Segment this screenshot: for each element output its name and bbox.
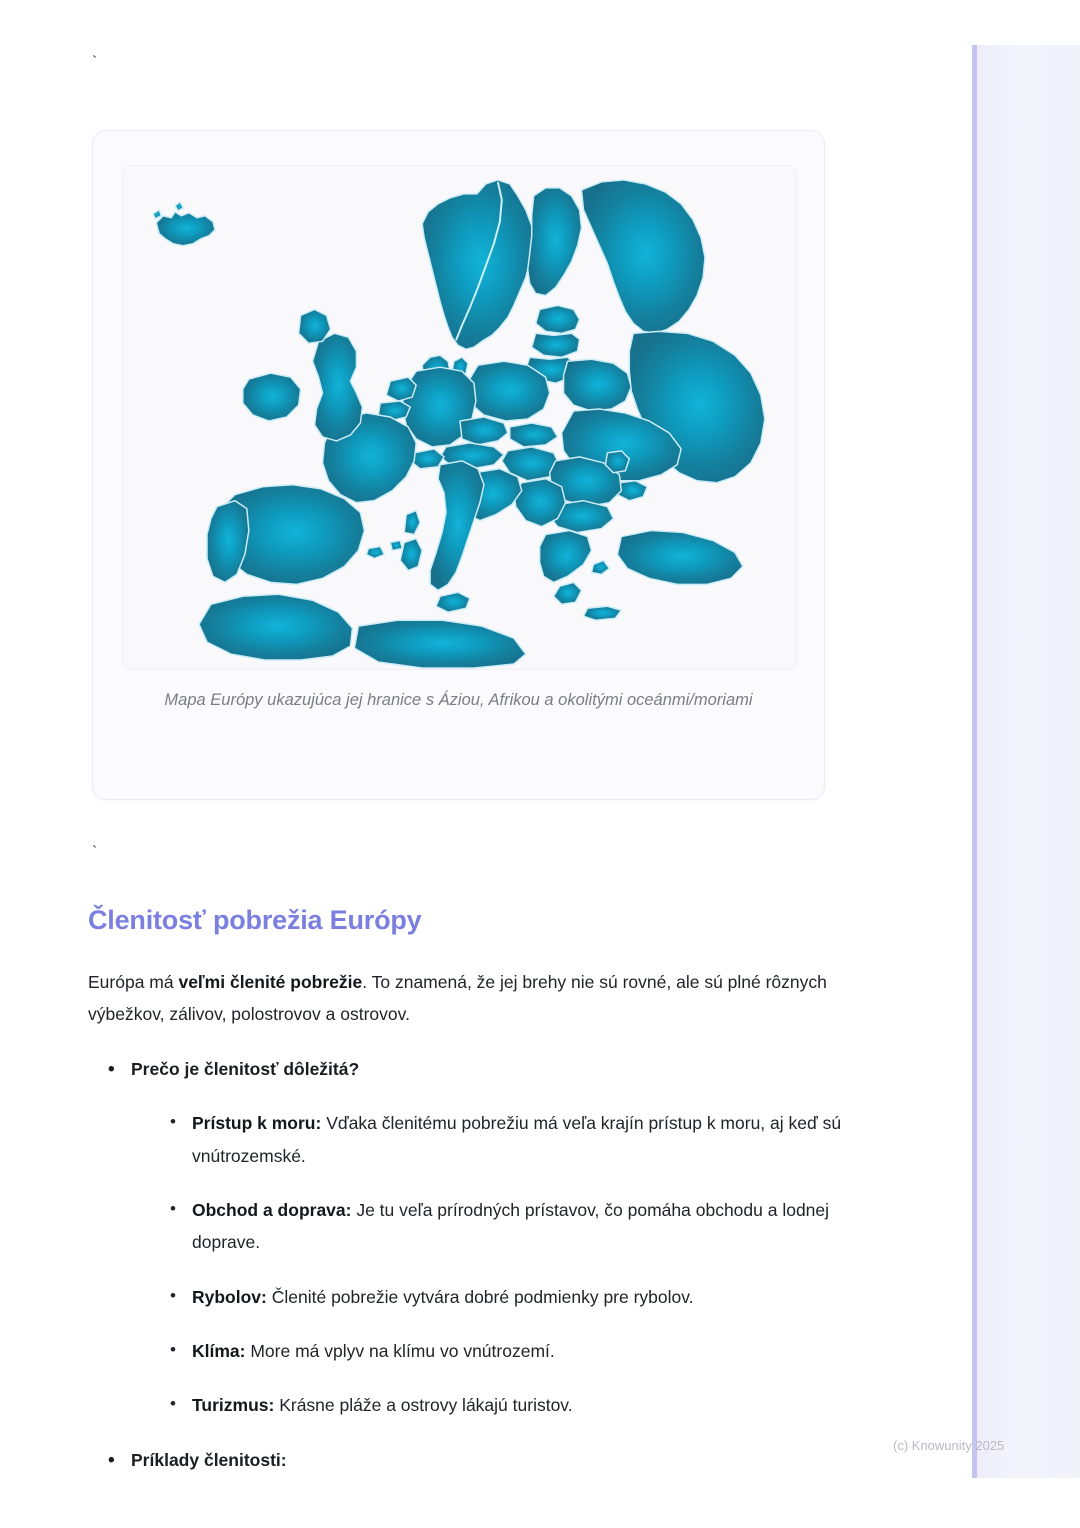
bullet-text: Vďaka členitému pobrežiu má veľa krajín prístup k moru, aj keď sú vnútrozemské. — [192, 1113, 842, 1166]
list-item — [104, 1053, 848, 1422]
page-title: Členitosť pobrežia Európy — [88, 905, 422, 935]
list-item — [167, 1281, 848, 1313]
map-of-europe-icon — [123, 166, 796, 669]
lead-text-after: . To znamená, že jej brehy nie sú rovné, ale sú plné rôznych výbežkov, zálivov, polostrovov a ostrovov. — [88, 972, 827, 1025]
list-item — [167, 1335, 848, 1367]
bullet-term: Rybolov: — [192, 1286, 267, 1307]
bullet-list-level1 — [88, 1053, 848, 1476]
bullet-label: Príklady členitosti: — [131, 1449, 287, 1470]
bullet-text: Je tu veľa prírodných prístavov, čo pomáha obchodu a lodnej doprave. — [192, 1199, 830, 1253]
list-item — [167, 1107, 848, 1172]
bullet-term: Turizmus: — [192, 1395, 275, 1416]
list-item — [167, 1389, 848, 1421]
copyright-watermark: (c) Knowunity 2025 — [893, 1438, 1005, 1453]
figure-caption: Mapa Európy ukazujúca jej hranice s Áziou, Afrikou a okolitými oceánmi/moriami — [164, 691, 753, 709]
lead-paragraph — [88, 966, 840, 1031]
article-body — [88, 905, 848, 1497]
figure-card — [92, 130, 825, 800]
bullet-text: Členité pobrežie vytvára dobré podmienky pre rybolov. — [266, 1286, 694, 1307]
tick-mark-middle: ` — [90, 844, 100, 861]
bullet-text: Krásne pláže a ostrovy lákajú turistov. — [274, 1395, 573, 1416]
bullet-text: More má vplyv na klímu vo vnútrozemí. — [245, 1341, 555, 1361]
bullet-term: Obchod a doprava: — [192, 1199, 352, 1220]
list-item — [167, 1194, 848, 1259]
bullet-label: Prečo je členitosť dôležitá? — [131, 1058, 360, 1079]
map-panel — [122, 165, 797, 670]
tick-mark-top: ` — [90, 54, 100, 71]
bullet-term: Prístup k moru: — [192, 1113, 322, 1134]
bullet-term: Klíma: — [192, 1341, 246, 1361]
list-item — [104, 1444, 848, 1476]
lead-text-before: Európa má — [88, 972, 179, 992]
right-side-strip-fill — [977, 45, 1080, 1478]
bullet-list-level2 — [131, 1107, 848, 1422]
lead-text-bold: veľmi členité pobrežie — [178, 972, 363, 992]
right-side-strip — [972, 45, 1080, 1478]
